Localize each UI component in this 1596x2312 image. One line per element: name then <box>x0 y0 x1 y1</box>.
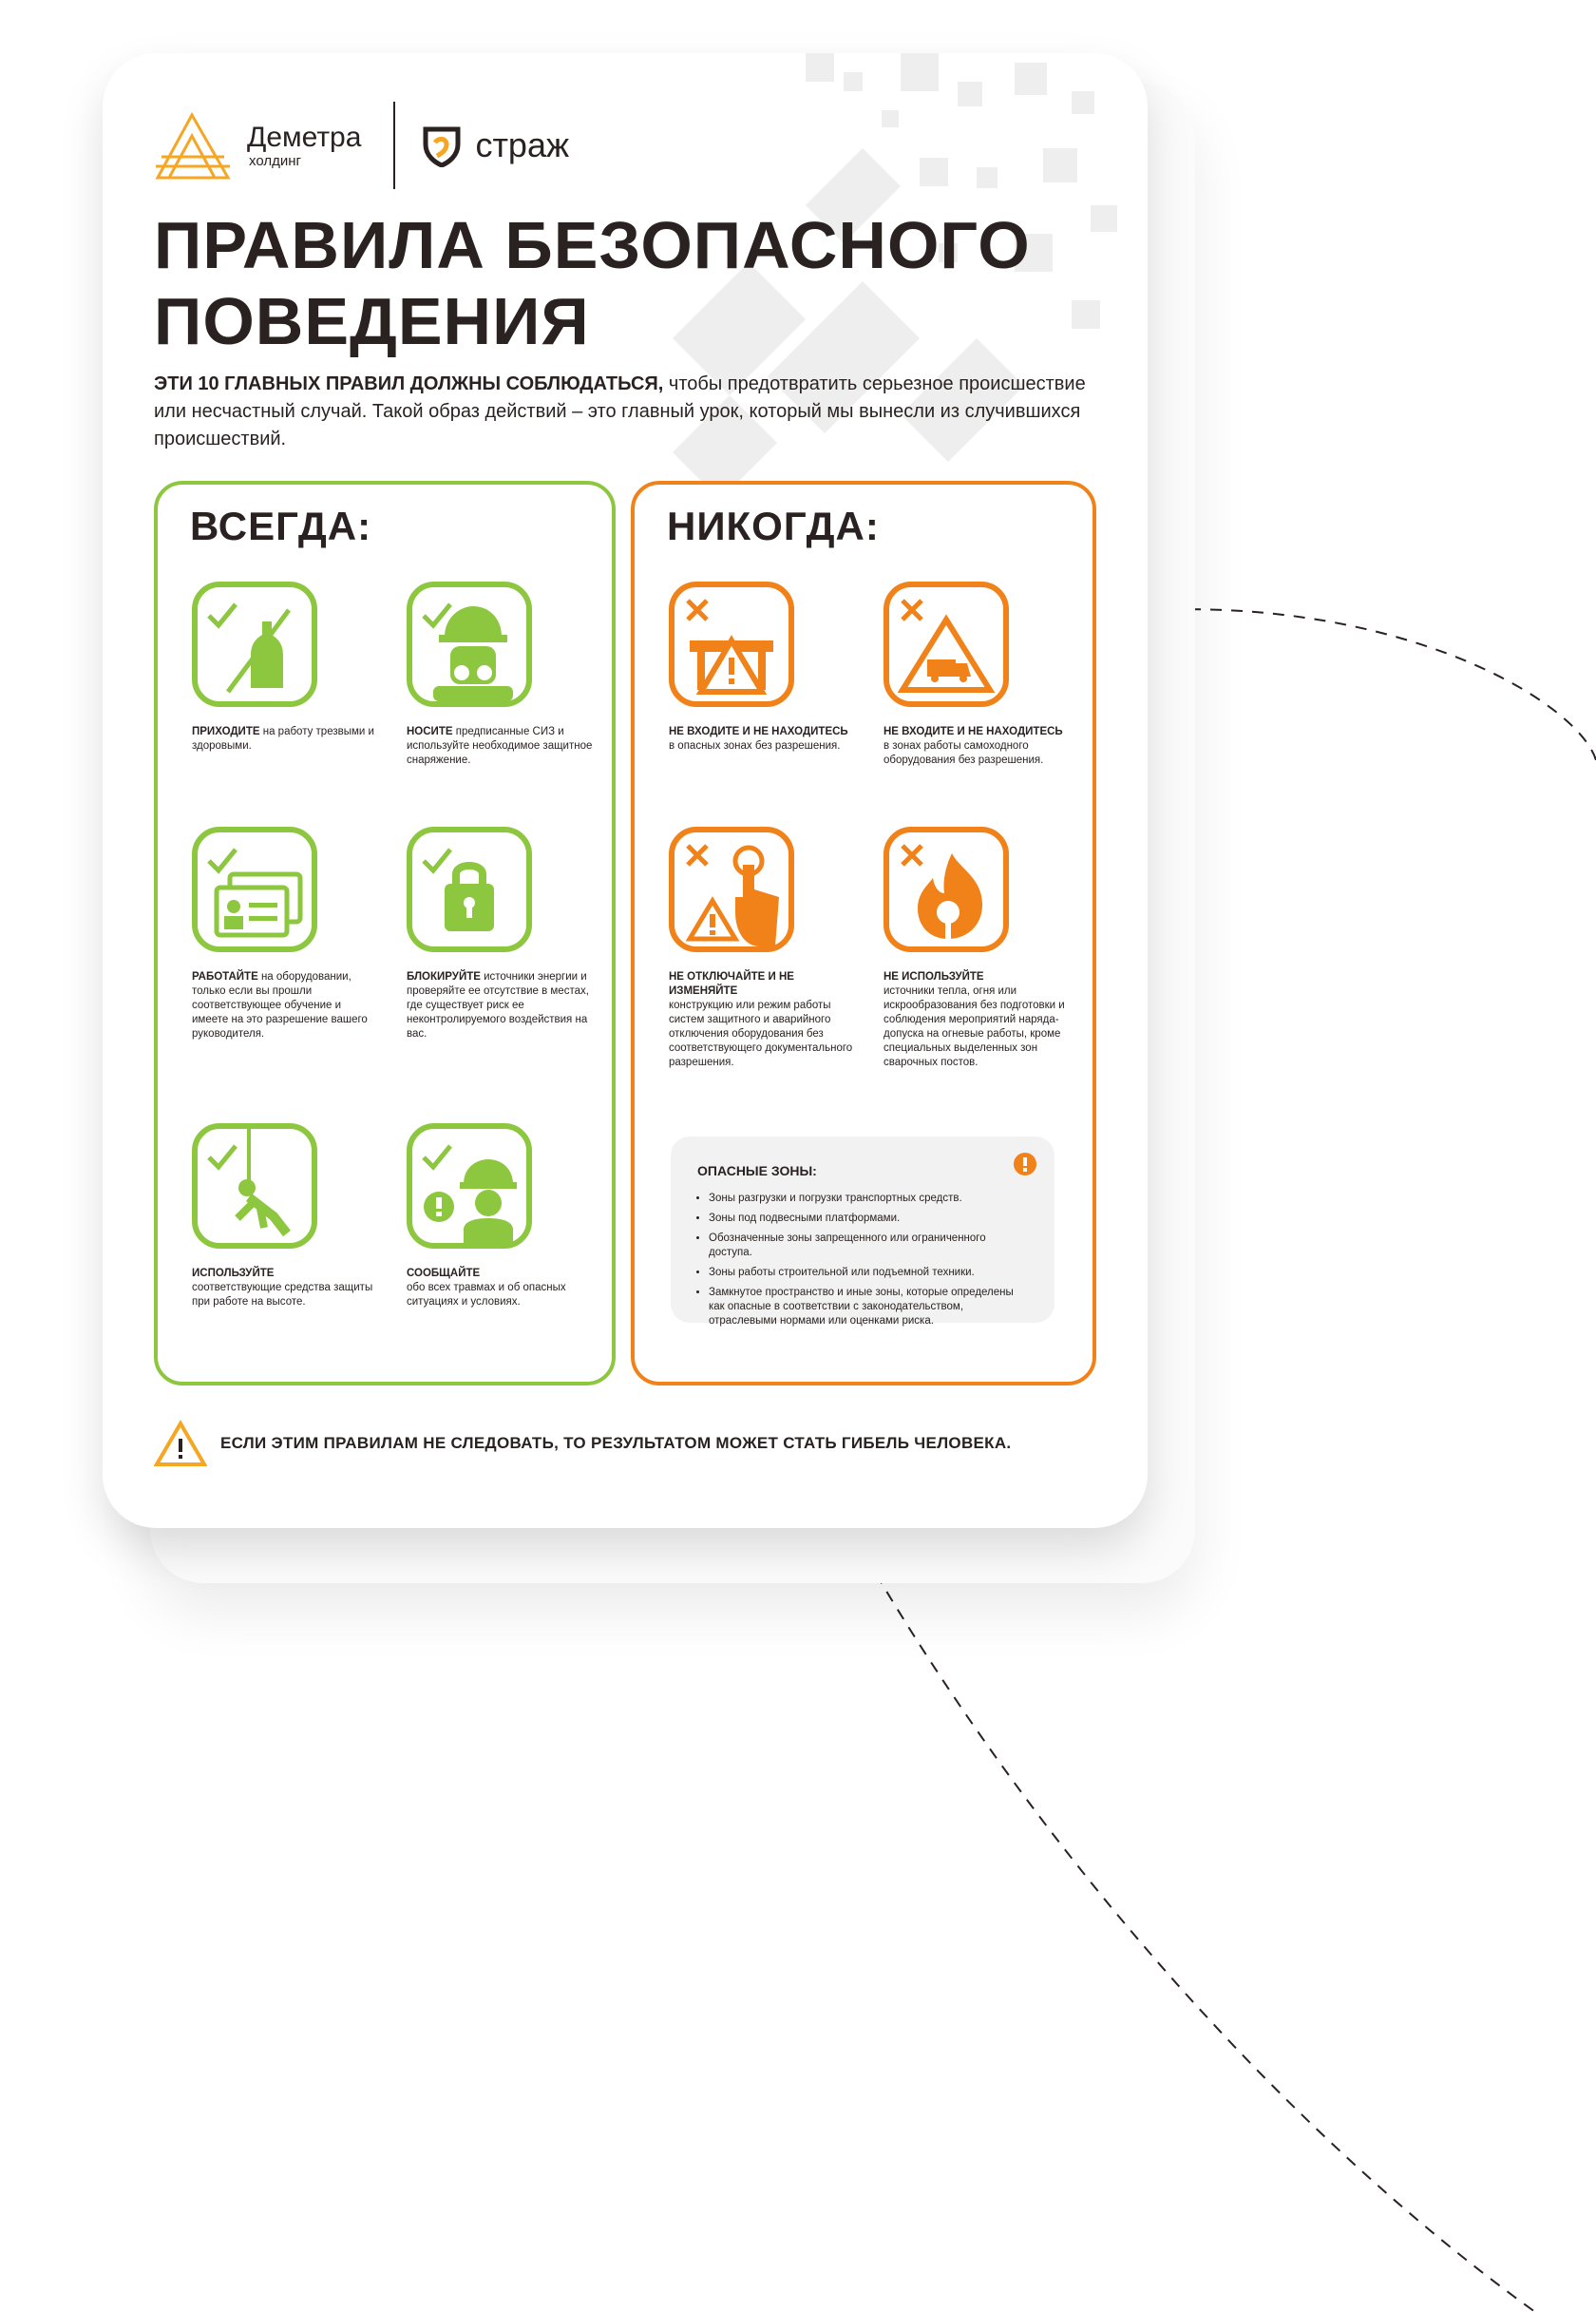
never-rule-disable <box>669 827 855 1070</box>
never-rule-danger-zone <box>669 582 855 754</box>
always-rule-ppe <box>407 582 593 768</box>
never-heading: НИКОГДА: <box>667 504 880 548</box>
exclamation-icon <box>1013 1152 1037 1176</box>
rule-text <box>407 725 593 768</box>
intro-text <box>154 371 1104 453</box>
logo-divider <box>393 102 395 189</box>
rule-text <box>407 1267 593 1309</box>
rule-text <box>407 970 593 1041</box>
demetra-sub: холдинг <box>249 152 301 169</box>
rule-body: в опасных зонах без разрешения. <box>669 740 841 752</box>
warning-triangle-icon <box>154 1420 207 1467</box>
never-rule-vehicle-zone <box>884 582 1070 768</box>
footer-warning <box>154 1418 1011 1469</box>
rule-body: на оборудовании, только если вы прошли соответствующее обучение и имеете на это разрешение вашего руководителя. <box>192 971 368 1040</box>
intro-rest: чтобы предотвратить серьезное происшествие или несчастный случай. Такой образ действий – это главный урок, который мы вынесли из случившихся происшествий. <box>154 373 1086 449</box>
rule-body: предписанные СИЗ и используйте необходимое защитное снаряжение. <box>407 726 593 766</box>
always-rule-sober <box>192 582 378 754</box>
rule-body: соответствующие средства защиты при работе на высоте. <box>192 1282 373 1308</box>
always-rule-height <box>192 1123 378 1309</box>
rule-bold: НЕ ВХОДИТЕ И НЕ НАХОДИТЕСЬ <box>669 726 848 737</box>
rule-body: обо всех травмах и об опасных ситуациях и условиях. <box>407 1282 566 1308</box>
demetra-name: Деметра <box>247 121 362 153</box>
sober-icon <box>192 582 317 707</box>
footer-warning-text: ЕСЛИ ЭТИМ ПРАВИЛАМ НЕ СЛЕДОВАТЬ, ТО РЕЗУЛЬТАТОМ МОЖЕТ СТАТЬ ГИБЕЛЬ ЧЕЛОВЕКА. <box>220 1434 1012 1452</box>
rule-bold: НЕ ИСПОЛЬЗУЙТЕ <box>884 971 984 983</box>
intro-bold: ЭТИ 10 ГЛАВНЫХ ПРАВИЛ ДОЛЖНЫ СОБЛЮДАТЬСЯ, <box>154 373 664 394</box>
rule-text <box>669 970 855 1070</box>
rule-text <box>192 725 378 754</box>
rule-text <box>884 725 1070 768</box>
strazh-name: страж <box>475 125 570 164</box>
rule-bold: СООБЩАЙТЕ <box>407 1268 481 1279</box>
rule-bold: ПРИХОДИТЕ <box>192 726 260 737</box>
danger-zones-box <box>671 1137 1054 1327</box>
never-panel <box>631 481 1096 1385</box>
danger-zone-icon <box>669 582 794 707</box>
rule-text <box>192 1267 378 1309</box>
rule-bold: ИСПОЛЬЗУЙТЕ <box>192 1268 275 1279</box>
demetra-logo-icon <box>154 109 232 182</box>
rule-bold: НЕ ОТКЛЮЧАЙТЕ И НЕ ИЗМЕНЯЙТЕ <box>669 971 794 997</box>
list-item: • Обозначенные зоны запрещенного или ограниченного доступа. <box>709 1232 1032 1260</box>
always-rule-report <box>407 1123 593 1309</box>
lock-icon <box>407 827 532 952</box>
rule-body: в зонах работы самоходного оборудования без разрешения. <box>884 740 1044 766</box>
rule-bold: НЕ ВХОДИТЕ И НЕ НАХОДИТЕСЬ <box>884 726 1063 737</box>
never-rule-fire <box>884 827 1070 1070</box>
rule-body: конструкцию или режим работы систем защитного и аварийного отключения оборудования без соответствующего документального разрешения. <box>669 1000 853 1068</box>
shield-icon <box>422 124 462 167</box>
title-line-1: ПРАВИЛА БЕЗОПАСНОГО <box>154 208 1031 282</box>
rule-text <box>884 970 1070 1070</box>
report-icon <box>407 1123 532 1249</box>
rule-text <box>192 970 378 1041</box>
list-item: • Зоны под подвесными платформами. <box>709 1212 1032 1226</box>
demetra-logo-text <box>247 121 362 169</box>
always-rule-training <box>192 827 378 1041</box>
title-line-2: ПОВЕДЕНИЯ <box>154 284 590 358</box>
list-item: • Замкнутое пространство и иные зоны, которые определены как опасные в соответствии с законодательством, отраслевыми нормами или оценками риска. <box>709 1286 1032 1328</box>
fall-protection-icon <box>192 1123 317 1249</box>
rule-bold: РАБОТАЙТЕ <box>192 971 258 983</box>
permit-card-icon <box>192 827 317 952</box>
fire-icon <box>884 827 1009 952</box>
vehicle-zone-icon <box>884 582 1009 707</box>
list-item: • Зоны разгрузки и погрузки транспортных средств. <box>709 1192 1032 1206</box>
no-disable-icon <box>669 827 794 952</box>
rule-bold: НОСИТЕ <box>407 726 453 737</box>
rule-body: на работу трезвыми и здоровыми. <box>192 726 374 752</box>
ppe-icon <box>407 582 532 707</box>
header-logos <box>154 99 569 192</box>
always-panel <box>154 481 616 1385</box>
zones-list <box>695 1192 1032 1334</box>
poster-title <box>154 207 1031 359</box>
always-heading: ВСЕГДА: <box>190 504 372 548</box>
rule-body: источники энергии и проверяйте ее отсутствие в местах, где существует риск ее неконтролируемого воздействия на вас. <box>407 971 589 1040</box>
safety-poster <box>103 53 1148 1528</box>
always-rule-lockout <box>407 827 593 1041</box>
rule-text <box>669 725 855 754</box>
list-item: • Зоны работы строительной или подъемной техники. <box>709 1266 1032 1280</box>
rule-body: источники тепла, огня или искрообразования без подготовки и соблюдения мероприятий наряда-допуска на огневые работы, кроме специальных выделенных зон сварочных постов. <box>884 985 1065 1068</box>
zones-title: ОПАСНЫЕ ЗОНЫ: <box>697 1163 817 1178</box>
rule-bold: БЛОКИРУЙТЕ <box>407 971 481 983</box>
